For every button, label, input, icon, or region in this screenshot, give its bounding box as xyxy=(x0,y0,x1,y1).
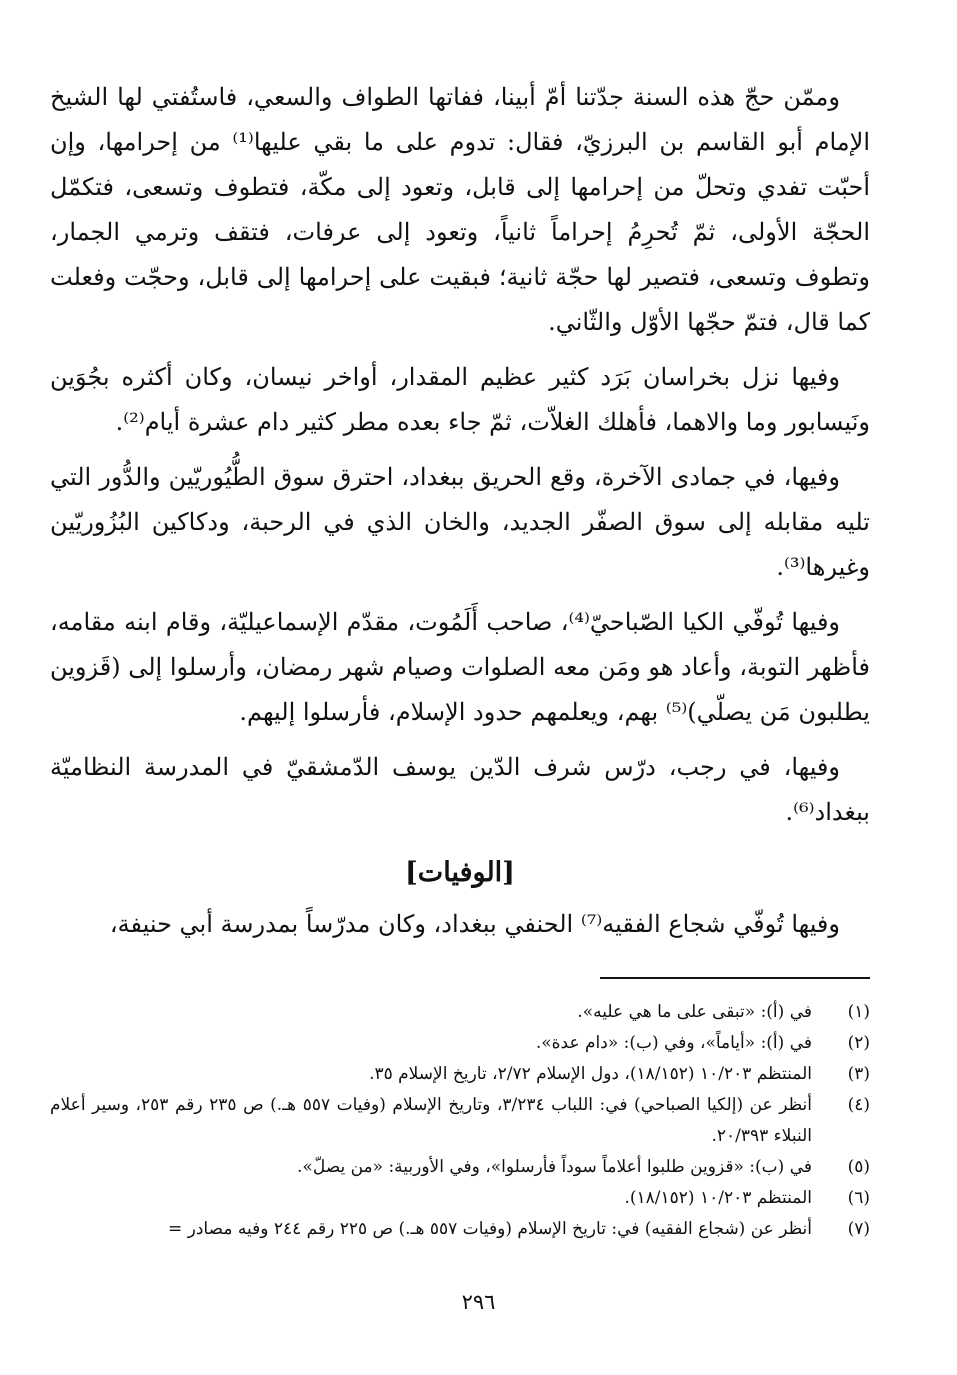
main-text xyxy=(50,75,870,835)
footnote-text: المنتظم ١٠/٢٠٣ (١٨/١٥٢)، دول الإسلام ٢/٧٢، تاريخ الإسلام ٣٥. xyxy=(369,1064,812,1084)
paragraph-3: وفيها، في جمادى الآخرة، وقع الحريق ببغداد، احترق سوق الطُّيُوريّين والدُّور التي تليه مقابله إلى سوق الصفّر الجديد، والخان الذي في الرحبة، ودكاكين البُزُوريّين وغيرها⁽³⁾. xyxy=(50,463,870,581)
paragraph-1: وممّن حجّ هذه السنة جدّتنا أمّ أبينا، ففاتها الطواف والسعي، فاستُفتي لها الشيخ الإمام أبو القاسم بن البرزيّ، فقال: تدوم على ما بقي عليها⁽¹⁾ من إحرامها، وإن أحبّت تفدي وتحلّ من إحرامها إلى قابل، وتعود إلى مكّة، فتطوف وتسعى، فتكمّل الحجّة الأولى، ثمّ تُحرِمُ إحراماً ثانياً، وتعود إلى عرفات، فتقف وترمي الجمار، وتطوف وتسعى، فتصير لها حجّة ثانية؛ فبقيت على إحرامها إلى قابل، وحجّت وفعلت كما قال، فتمّ حجّها الأوّل والثّاني. xyxy=(50,83,870,336)
footnote-1 xyxy=(50,997,870,1028)
after-heading-text xyxy=(50,902,870,947)
footnote-6 xyxy=(50,1183,870,1214)
footnote-4 xyxy=(50,1090,870,1152)
page-content xyxy=(50,75,870,1245)
paragraph-6: وفيها تُوفّي شجاع الفقيه⁽⁷⁾ الحنفي ببغداد، وكان مدرّساً بمدرسة أبي حنيفة، xyxy=(109,910,840,938)
section-heading: [الوفيات] xyxy=(405,857,515,888)
footnote-text: في (أ): «تبقى على ما هي عليه». xyxy=(577,1002,812,1022)
footnote-3 xyxy=(50,1059,870,1090)
footnote-text: أنظر عن (إلكيا الصباحي) في: اللباب ٣/٢٣٤، وتاريخ الإسلام (وفيات ٥٥٧ هـ.) ص ٢٣٥ رقم ٢٥٣، وسير أعلام النبلاء ٢٠/٣٩٣. xyxy=(50,1095,812,1146)
footnote-text: أنظر عن (شجاع الفقيه) في: تاريخ الإسلام (وفيات ٥٥٧ هـ.) ص ٢٢٥ رقم ٢٤٤ وفيه مصادر = xyxy=(168,1219,812,1239)
paragraph-4: وفيها تُوفّي الكيا الصّباحيّ⁽⁴⁾، صاحب أَلَمُوت، مقدّم الإسماعيليّة، وقام ابنه مقامه، فأظهر التوبة، وأعاد هو ومَن معه الصلوات وصيام شهر رمضان، وأرسلوا إلى (قَزوين يطلبون مَن يصلّي)⁽⁵⁾ بهم، ويعلمهم حدود الإسلام، فأرسلوا إليهم. xyxy=(49,608,870,726)
footnote-text: في (ب): «قزوين طلبوا أعلاماً سوداً فأرسلوا»، وفي الأوربية: «من يصلّ». xyxy=(297,1157,812,1177)
footnote-number: (٥) xyxy=(847,1157,870,1177)
paragraph-2: وفيها نزل بخراسان بَرَد كثير عظيم المقدار، أواخر نيسان، وكان أكثره بجُوَين ونَيسابور وما والاهما، فأهلك الغلاّت، ثمّ جاء بعده مطر كثير دام عشرة أيام⁽²⁾. xyxy=(50,363,870,436)
footnote-number: (٦) xyxy=(847,1188,870,1208)
footnotes xyxy=(50,997,870,1245)
footnote-text: في (أ): «أياماً»، وفي (ب): «دام عدة». xyxy=(535,1033,812,1053)
page-number: ٢٩٦ xyxy=(461,1290,496,1314)
footnote-number: (٣) xyxy=(847,1064,870,1084)
footnote-2 xyxy=(50,1028,870,1059)
footnote-number: (١) xyxy=(847,1002,870,1022)
footnote-text: المنتظم ١٠/٢٠٣ (١٨/١٥٢). xyxy=(624,1188,812,1208)
paragraph-5: وفيها، في رجب، درّس شرف الدّين يوسف الدّمشقيّ في المدرسة النظاميّة ببغداد⁽⁶⁾. xyxy=(50,753,870,826)
footnote-number: (٤) xyxy=(847,1095,870,1115)
footnote-divider xyxy=(600,977,870,979)
footnote-7 xyxy=(50,1214,870,1245)
footnote-number: (٧) xyxy=(847,1219,870,1239)
footnote-5 xyxy=(50,1152,870,1183)
footnote-number: (٢) xyxy=(847,1033,870,1053)
